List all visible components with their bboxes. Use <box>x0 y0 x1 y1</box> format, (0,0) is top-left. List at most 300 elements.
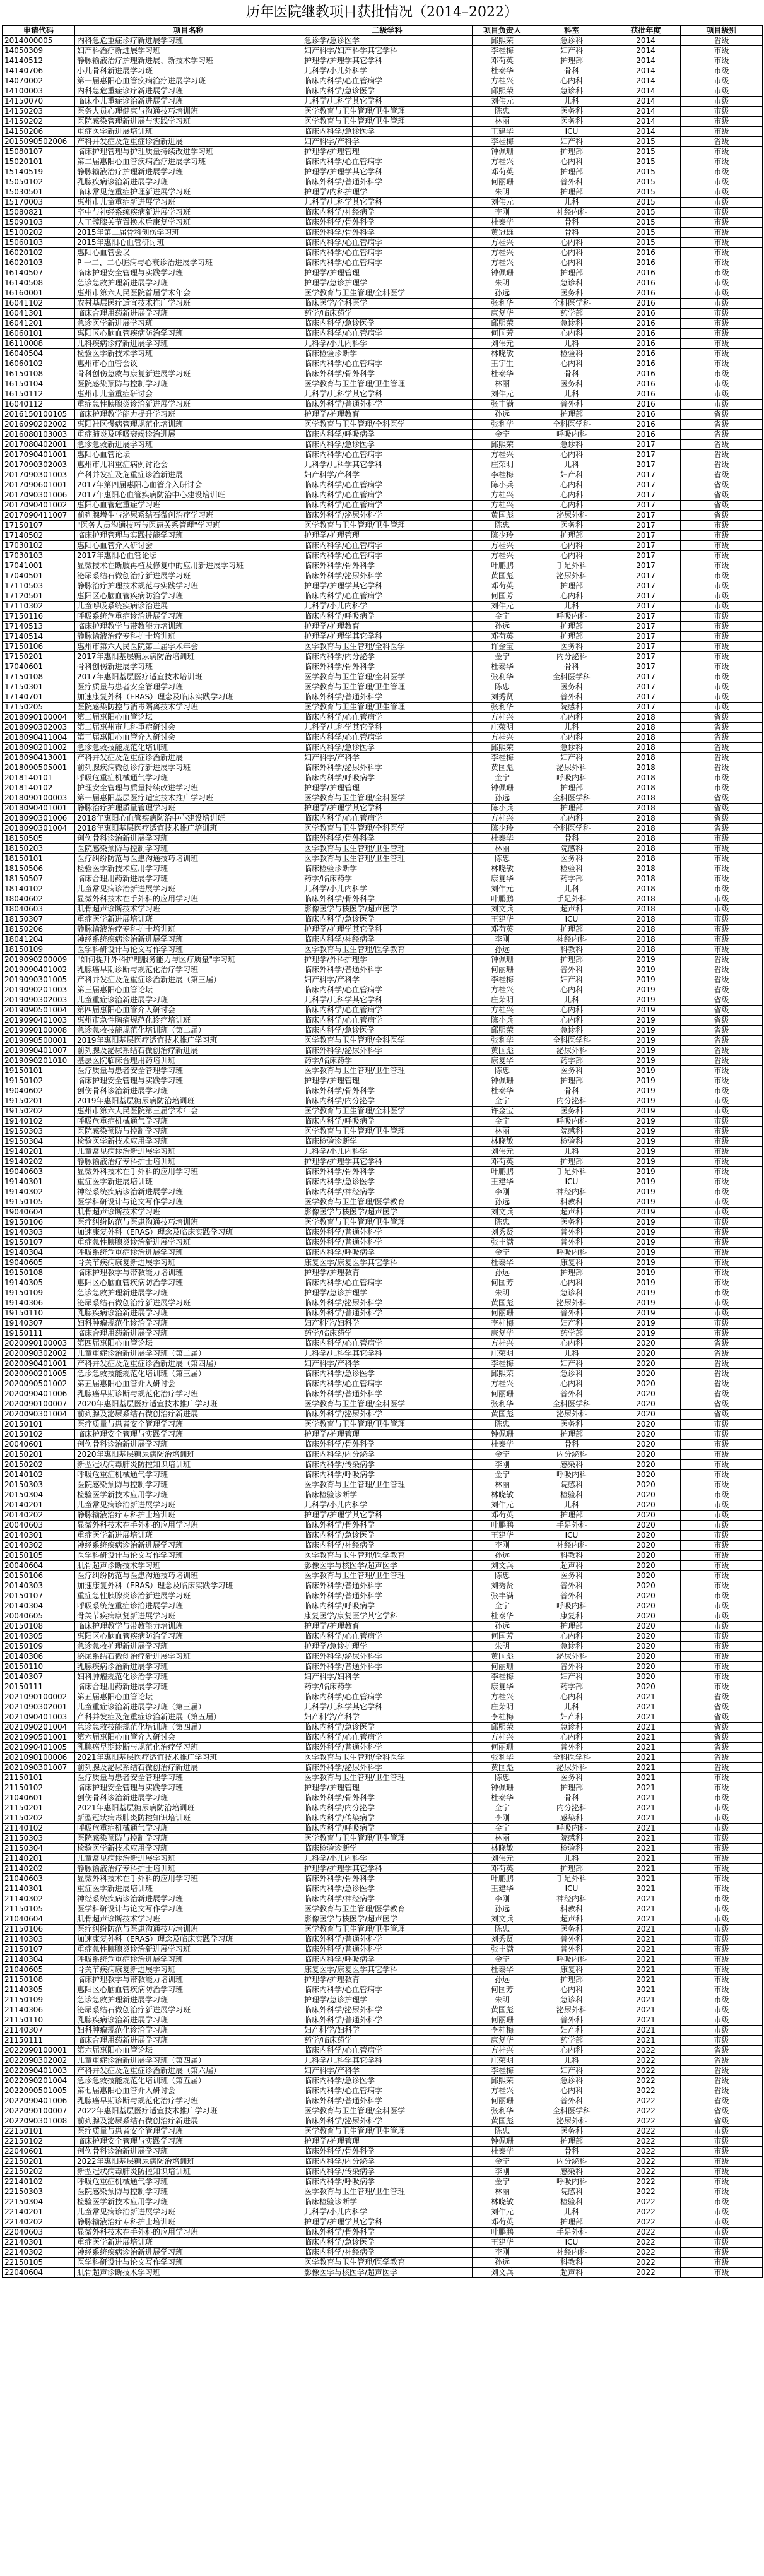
cell-code: 17120501 <box>3 591 75 602</box>
table-row <box>3 733 763 743</box>
cell-dept: 妇产科 <box>532 2066 611 2076</box>
cell-leader: 李桂梅 <box>473 2066 532 2076</box>
cell-name: 医院感染预防与控制学习班 <box>75 1127 302 1137</box>
cell-name: 静脉输液治疗专科护士培训班 <box>75 632 302 642</box>
cell-name: 创伤骨科诊治新进展学习班 <box>75 834 302 844</box>
table-row <box>3 218 763 228</box>
cell-dept: 泌尿外科 <box>532 2005 611 2015</box>
cell-leader: 邓荷英 <box>473 581 532 591</box>
table-row <box>3 1965 763 1975</box>
table-row <box>3 1339 763 1349</box>
cell-dept: 急诊科 <box>532 2076 611 2086</box>
cell-code: 18150505 <box>3 834 75 844</box>
cell-year: 2020 <box>611 1359 681 1369</box>
cell-level: 市级 <box>681 1591 763 1601</box>
cell-dept: 急诊科 <box>532 743 611 753</box>
cell-code: 16041201 <box>3 319 75 329</box>
cell-level: 市级 <box>681 1490 763 1500</box>
cell-name: 医疗质量与患者安全管理学习班 <box>75 1773 302 1783</box>
cell-discipline: 妇产科学/产科学 <box>302 470 473 480</box>
cell-leader: 方桂兴 <box>473 490 532 501</box>
cell-discipline: 临床内科学/急诊医学 <box>302 86 473 97</box>
cell-name: 惠州市儿科重症病例讨论会 <box>75 460 302 470</box>
cell-code: 2021090301007 <box>3 1763 75 1773</box>
cell-leader: 陈忠 <box>473 521 532 531</box>
cell-level: 市级 <box>681 1844 763 1854</box>
table-row <box>3 339 763 349</box>
cell-discipline: 药学/临床药学 <box>302 874 473 884</box>
cell-code: 22150304 <box>3 2197 75 2207</box>
cell-leader: 庄荣明 <box>473 1702 532 1712</box>
cell-leader: 王宇生 <box>473 359 532 369</box>
table-row <box>3 703 763 713</box>
cell-name: 2018年惠阳基层医疗适宜技术推广培训班 <box>75 824 302 834</box>
cell-level: 市级 <box>681 76 763 86</box>
cell-discipline: 临床内科学/急诊医学 <box>302 2238 473 2248</box>
cell-dept: 医务科 <box>532 642 611 652</box>
cell-code: 2018090301006 <box>3 814 75 824</box>
cell-discipline: 临床内科学/心血管病学 <box>302 1379 473 1389</box>
cell-dept: 妇产科 <box>532 1319 611 1329</box>
table-row <box>3 612 763 622</box>
cell-leader: 杜泰华 <box>473 834 532 844</box>
cell-dept: 神经内科 <box>532 1187 611 1197</box>
table-row <box>3 2157 763 2167</box>
cell-leader: 林丽 <box>473 1834 532 1844</box>
cell-discipline: 临床外科学/普通外科学 <box>302 1662 473 1672</box>
cell-name: 临床护理安全管理与实践学习班 <box>75 1076 302 1086</box>
cell-name: 静脉输液治疗护理新进展、新技术学习班 <box>75 56 302 66</box>
cell-dept: 内分泌科 <box>532 2157 611 2167</box>
cell-leader: 钟佩珊 <box>473 783 532 793</box>
table-row <box>3 1985 763 1995</box>
cell-level: 省级 <box>681 1056 763 1066</box>
cell-discipline: 康复医学/康复医学其它学科 <box>302 1965 473 1975</box>
cell-code: 21150106 <box>3 1925 75 1935</box>
cell-year: 2021 <box>611 1945 681 1955</box>
cell-level: 市级 <box>681 945 763 955</box>
table-row <box>3 1945 763 1955</box>
table-row <box>3 1460 763 1470</box>
cell-code: 21140202 <box>3 1864 75 1874</box>
cell-discipline: 临床外科学/泌尿外科学 <box>302 571 473 581</box>
cell-dept: 手足外科 <box>532 1167 611 1177</box>
cell-name: 医院感染预防与控制学习班 <box>75 2187 302 2197</box>
cell-leader: 何丽珊 <box>473 1309 532 1319</box>
cell-discipline: 医学教育与卫生管理/卫生管理 <box>302 521 473 531</box>
cell-code: 20140102 <box>3 1470 75 1480</box>
cell-year: 2021 <box>611 1965 681 1975</box>
cell-leader: 黄国彪 <box>473 1298 532 1309</box>
cell-discipline: 医学教育与卫生管理/全科医学 <box>302 1399 473 1410</box>
cell-name: 2022年惠阳基层医疗适宜技术推广学习班 <box>75 2106 302 2116</box>
cell-name: 急诊急救护理新进展学习班 <box>75 278 302 288</box>
cell-name: 加速康复外科（ERAS）理念及临床实践学习班 <box>75 1581 302 1591</box>
cell-code: 20140202 <box>3 1511 75 1521</box>
cell-year: 2017 <box>611 581 681 591</box>
cell-dept: 全科医学科 <box>532 1399 611 1410</box>
cell-code: 2021090401003 <box>3 1712 75 1723</box>
cell-year: 2018 <box>611 783 681 793</box>
cell-year: 2017 <box>611 612 681 622</box>
cell-year: 2018 <box>611 945 681 955</box>
cell-leader: 李桂梅 <box>473 137 532 147</box>
cell-code: 17150205 <box>3 703 75 713</box>
cell-code: 2021090100002 <box>3 1692 75 1702</box>
cell-leader: 康复华 <box>473 1329 532 1339</box>
cell-level: 市级 <box>681 2197 763 2207</box>
cell-code: 14150070 <box>3 97 75 107</box>
cell-leader: 林晓敏 <box>473 349 532 359</box>
cell-discipline: 护理学/护理学其它学科 <box>302 804 473 814</box>
cell-year: 2015 <box>611 187 681 198</box>
table-row <box>3 2258 763 2268</box>
cell-leader: 何丽珊 <box>473 2096 532 2106</box>
cell-dept: 呼吸内科 <box>532 430 611 440</box>
cell-level: 市级 <box>681 1460 763 1470</box>
cell-leader: 庄荣明 <box>473 2056 532 2066</box>
cell-year: 2021 <box>611 1844 681 1854</box>
cell-code: 2018090505001 <box>3 763 75 773</box>
cell-name: 第一届惠阳心血管疾病治疗进展学习班 <box>75 76 302 86</box>
cell-level: 市级 <box>681 1642 763 1652</box>
cell-code: 17150107 <box>3 521 75 531</box>
cell-level: 市级 <box>681 1864 763 1874</box>
cell-year: 2019 <box>611 1046 681 1056</box>
cell-discipline: 儿科学/小儿内科学 <box>302 884 473 894</box>
table-row <box>3 460 763 470</box>
cell-leader: 方桂兴 <box>473 1379 532 1389</box>
cell-code: 2022090302002 <box>3 2056 75 2066</box>
cell-level: 市级 <box>681 369 763 379</box>
table-row <box>3 1208 763 1218</box>
cell-leader: 李刚 <box>473 2248 532 2258</box>
cell-discipline: 儿科学/儿科学其它学科 <box>302 460 473 470</box>
cell-leader: 朱明 <box>473 1288 532 1298</box>
cell-level: 市级 <box>681 1430 763 1440</box>
cell-discipline: 临床内科学/心血管病学 <box>302 258 473 268</box>
cell-name: 内科急危重症诊疗新进展学习班 <box>75 36 302 46</box>
table-row <box>3 1389 763 1399</box>
cell-discipline: 医学教育与卫生管理/卫生管理 <box>302 379 473 389</box>
cell-level: 市级 <box>681 2036 763 2046</box>
cell-code: 21150202 <box>3 1813 75 1824</box>
cell-level: 省级 <box>681 1410 763 1420</box>
table-row <box>3 682 763 692</box>
table-row <box>3 2066 763 2076</box>
cell-name: 重症医学新进展培训班 <box>75 915 302 925</box>
cell-discipline: 儿科学/儿科学其它学科 <box>302 1349 473 1359</box>
cell-code: 2021090201004 <box>3 1723 75 1733</box>
table-row <box>3 1096 763 1107</box>
cell-dept: 护理部 <box>532 1975 611 1985</box>
cell-level: 市级 <box>681 2187 763 2197</box>
cell-year: 2018 <box>611 763 681 773</box>
cell-name: 泌尿系结石微创治疗新进展学习班 <box>75 571 302 581</box>
cell-code: 18150506 <box>3 864 75 874</box>
cell-code: 19150303 <box>3 1127 75 1137</box>
cell-leader: 孙远 <box>473 1197 532 1208</box>
cell-dept: 泌尿外科 <box>532 1410 611 1420</box>
cell-level: 市级 <box>681 1652 763 1662</box>
cell-name: 重症医学新进展培训班 <box>75 127 302 137</box>
cell-discipline: 临床内科学/呼吸病学 <box>302 773 473 783</box>
table-row <box>3 1864 763 1874</box>
cell-code: 2018090301004 <box>3 824 75 834</box>
table-row <box>3 1349 763 1359</box>
cell-discipline: 临床外科学/骨外科学 <box>302 2228 473 2238</box>
cell-dept: 全科医学科 <box>532 1753 611 1763</box>
cell-dept: 急诊科 <box>532 440 611 450</box>
cell-code: 22140202 <box>3 2217 75 2228</box>
cell-leader: 杜泰华 <box>473 1965 532 1975</box>
cell-dept: ICU <box>532 1884 611 1894</box>
cell-discipline: 医学教育与卫生管理/卫生管理 <box>302 1066 473 1076</box>
table-row <box>3 864 763 874</box>
cell-code: 2020090302002 <box>3 1349 75 1359</box>
cell-name: 急诊急救技能规范化培训班（第二届） <box>75 1026 302 1036</box>
cell-year: 2018 <box>611 874 681 884</box>
cell-dept: 泌尿外科 <box>532 1298 611 1309</box>
cell-level: 市级 <box>681 1319 763 1329</box>
cell-level: 市级 <box>681 2217 763 2228</box>
cell-leader: 邓荷英 <box>473 925 532 935</box>
cell-discipline: 妇产科学/妇产科学其它学科 <box>302 46 473 56</box>
cell-level: 市级 <box>681 935 763 945</box>
column-header-name: 项目名称 <box>75 26 302 36</box>
cell-leader: 康复华 <box>473 1056 532 1066</box>
table-row <box>3 713 763 723</box>
table-row <box>3 642 763 652</box>
cell-year: 2019 <box>611 1187 681 1197</box>
cell-leader: 孙远 <box>473 945 532 955</box>
cell-code: 20150107 <box>3 1591 75 1601</box>
cell-name: 前列腺及泌尿系结石微创治疗新进展 <box>75 1046 302 1056</box>
cell-code: 22040604 <box>3 2268 75 2278</box>
cell-year: 2018 <box>611 793 681 804</box>
cell-discipline: 妇产科学/产科学 <box>302 753 473 763</box>
cell-name: 静脉输液治疗专科护士培训班 <box>75 925 302 935</box>
cell-discipline: 临床内科学/心血管病学 <box>302 329 473 339</box>
cell-level: 市级 <box>681 1813 763 1824</box>
cell-year: 2019 <box>611 1056 681 1066</box>
cell-name: 儿科疾病诊疗新进展学习班 <box>75 339 302 349</box>
cell-year: 2017 <box>611 460 681 470</box>
cell-name: 2015年惠阳心血管研讨班 <box>75 238 302 248</box>
cell-name: 儿童呼吸系统疾病诊治进展 <box>75 602 302 612</box>
table-row <box>3 1490 763 1500</box>
cell-name: 2020年惠阳基层糖尿病防治培训班 <box>75 1450 302 1460</box>
table-row <box>3 1298 763 1309</box>
cell-code: 2018090100004 <box>3 713 75 723</box>
cell-level: 市级 <box>681 1793 763 1803</box>
table-row <box>3 1763 763 1773</box>
cell-year: 2018 <box>611 864 681 874</box>
cell-year: 2017 <box>611 692 681 703</box>
cell-dept: 骨科 <box>532 228 611 238</box>
cell-discipline: 影像医学与核医学/超声医学 <box>302 1561 473 1571</box>
cell-code: 22150105 <box>3 2258 75 2268</box>
cell-dept: 普外科 <box>532 965 611 975</box>
cell-leader: 陈忠 <box>473 1420 532 1430</box>
cell-code: 19150202 <box>3 1107 75 1117</box>
cell-dept: 泌尿外科 <box>532 571 611 581</box>
cell-level: 市级 <box>681 157 763 167</box>
cell-dept: 骨科 <box>532 369 611 379</box>
cell-dept: 内分泌科 <box>532 1803 611 1813</box>
cell-code: 16150108 <box>3 369 75 379</box>
cell-code: 2017090302003 <box>3 460 75 470</box>
cell-level: 市级 <box>681 1420 763 1430</box>
cell-leader: 金宁 <box>473 1824 532 1834</box>
cell-leader: 叶鹏鹏 <box>473 1874 532 1884</box>
cell-name: 儿童重症诊治新进展学习班 <box>75 995 302 1006</box>
table-row <box>3 622 763 632</box>
cell-year: 2021 <box>611 1904 681 1914</box>
cell-leader: 杜泰华 <box>473 1086 532 1096</box>
cell-name: 医院感染预防与控制学习班 <box>75 844 302 854</box>
table-row <box>3 2096 763 2106</box>
cell-leader: 李刚 <box>473 1187 532 1197</box>
table-row <box>3 2015 763 2026</box>
cell-code: 18150109 <box>3 945 75 955</box>
cell-discipline: 儿科学/儿科学其它学科 <box>302 723 473 733</box>
table-row <box>3 1450 763 1460</box>
cell-name: 医疗纠纷防范与医患沟通技巧培训班 <box>75 1571 302 1581</box>
cell-level: 市级 <box>681 915 763 925</box>
cell-name: 显微外科技术在手外科的应用学习班 <box>75 2228 302 2238</box>
cell-discipline: 护理学/护理管理 <box>302 2137 473 2147</box>
cell-code: 14150203 <box>3 107 75 117</box>
cell-year: 2019 <box>611 1329 681 1339</box>
cell-discipline: 医学教育与卫生管理/卫生管理 <box>302 1480 473 1490</box>
cell-leader: 孙远 <box>473 2258 532 2268</box>
cell-code: 21040604 <box>3 1914 75 1925</box>
cell-leader: 刘伟元 <box>473 339 532 349</box>
cell-dept: 儿科 <box>532 339 611 349</box>
cell-level: 市级 <box>681 2157 763 2167</box>
cell-discipline: 儿科学/小儿外科学 <box>302 66 473 76</box>
cell-year: 2019 <box>611 1288 681 1298</box>
cell-leader: 李桂梅 <box>473 1712 532 1723</box>
cell-discipline: 护理学/护理管理 <box>302 531 473 541</box>
cell-year: 2020 <box>611 1521 681 1531</box>
cell-code: 2019090401002 <box>3 965 75 975</box>
cell-leader: 李桂梅 <box>473 1672 532 1682</box>
cell-code: 18150307 <box>3 915 75 925</box>
cell-year: 2017 <box>611 531 681 541</box>
cell-level: 市级 <box>681 228 763 238</box>
cell-name: 儿童重症诊治新进展学习班（第三届） <box>75 1702 302 1712</box>
cell-name: 2018年惠阳心血管疾病防治中心建设培训班 <box>75 814 302 824</box>
cell-year: 2018 <box>611 733 681 743</box>
cell-year: 2016 <box>611 319 681 329</box>
cell-level: 市级 <box>681 682 763 692</box>
cell-name: P 一二、二心脏病与心衰诊治进展学习班 <box>75 258 302 268</box>
table-row <box>3 1773 763 1783</box>
table-row <box>3 1803 763 1813</box>
cell-year: 2019 <box>611 1177 681 1187</box>
cell-level: 市级 <box>681 1450 763 1460</box>
cell-level: 省级 <box>681 1046 763 1056</box>
cell-leader: 方桂兴 <box>473 450 532 460</box>
cell-leader: 方桂兴 <box>473 814 532 824</box>
table-row <box>3 2268 763 2278</box>
cell-year: 2016 <box>611 349 681 359</box>
cell-discipline: 临床内科学/心血管病学 <box>302 490 473 501</box>
cell-name: 惠州市儿童重症研讨会 <box>75 389 302 400</box>
cell-year: 2017 <box>611 622 681 632</box>
cell-dept: 护理部 <box>532 531 611 541</box>
cell-code: 18040603 <box>3 905 75 915</box>
cell-leader: 陈忠 <box>473 2127 532 2137</box>
table-row <box>3 1238 763 1248</box>
cell-dept: 泌尿外科 <box>532 1763 611 1773</box>
cell-year: 2017 <box>611 470 681 480</box>
cell-discipline: 临床内科学/呼吸病学 <box>302 1824 473 1834</box>
cell-year: 2021 <box>611 1783 681 1793</box>
cell-name: 惠州市急性胸痛规范化诊疗培训班 <box>75 1016 302 1026</box>
cell-leader: 张利华 <box>473 299 532 309</box>
cell-level: 市级 <box>681 2005 763 2015</box>
cell-leader: 朱明 <box>473 187 532 198</box>
cell-code: 19150101 <box>3 1066 75 1076</box>
cell-discipline: 临床内科学/心血管病学 <box>302 1733 473 1743</box>
cell-discipline: 医学教育与卫生管理/全科医学 <box>302 1107 473 1117</box>
cell-year: 2022 <box>611 2217 681 2228</box>
cell-code: 2019090200009 <box>3 955 75 965</box>
cell-dept: 护理部 <box>532 622 611 632</box>
cell-code: 17140502 <box>3 531 75 541</box>
cell-discipline: 护理学/护理学其它学科 <box>302 1157 473 1167</box>
cell-code: 17150106 <box>3 642 75 652</box>
cell-dept: 护理部 <box>532 955 611 965</box>
cell-code: 21150111 <box>3 2036 75 2046</box>
cell-year: 2017 <box>611 703 681 713</box>
cell-level: 市级 <box>681 1622 763 1632</box>
cell-code: 22140302 <box>3 2248 75 2258</box>
table-row <box>3 36 763 46</box>
cell-year: 2021 <box>611 1803 681 1813</box>
cell-name: 儿童常见病诊治新进展学习班 <box>75 884 302 894</box>
cell-leader: 李桂梅 <box>473 975 532 985</box>
cell-leader: 叶鹏鹏 <box>473 1167 532 1177</box>
cell-name: 第二届惠阳心血管论坛 <box>75 713 302 723</box>
cell-year: 2021 <box>611 1874 681 1884</box>
cell-dept: 儿科 <box>532 995 611 1006</box>
cell-year: 2016 <box>611 359 681 369</box>
cell-year: 2019 <box>611 1228 681 1238</box>
cell-level: 市级 <box>681 1117 763 1127</box>
cell-discipline: 临床外科学/泌尿外科学 <box>302 1298 473 1309</box>
table-row <box>3 1268 763 1278</box>
cell-level: 市级 <box>681 1086 763 1096</box>
cell-leader: 方桂兴 <box>473 258 532 268</box>
cell-level: 市级 <box>681 299 763 309</box>
table-row <box>3 783 763 793</box>
cell-name: 肌骨超声诊断技术学习班 <box>75 1914 302 1925</box>
cell-leader: 刘文兵 <box>473 1914 532 1925</box>
cell-name: 重症医学新进展培训班 <box>75 2238 302 2248</box>
cell-year: 2020 <box>611 1389 681 1399</box>
cell-level: 市级 <box>681 1127 763 1137</box>
cell-discipline: 临床内科学/内分泌学 <box>302 652 473 662</box>
cell-dept: 心内科 <box>532 985 611 995</box>
cell-level: 市级 <box>681 1329 763 1339</box>
table-row <box>3 662 763 672</box>
cell-name: 医疗质量与患者安全管理学习班 <box>75 1066 302 1076</box>
cell-code: 2021090100006 <box>3 1753 75 1763</box>
